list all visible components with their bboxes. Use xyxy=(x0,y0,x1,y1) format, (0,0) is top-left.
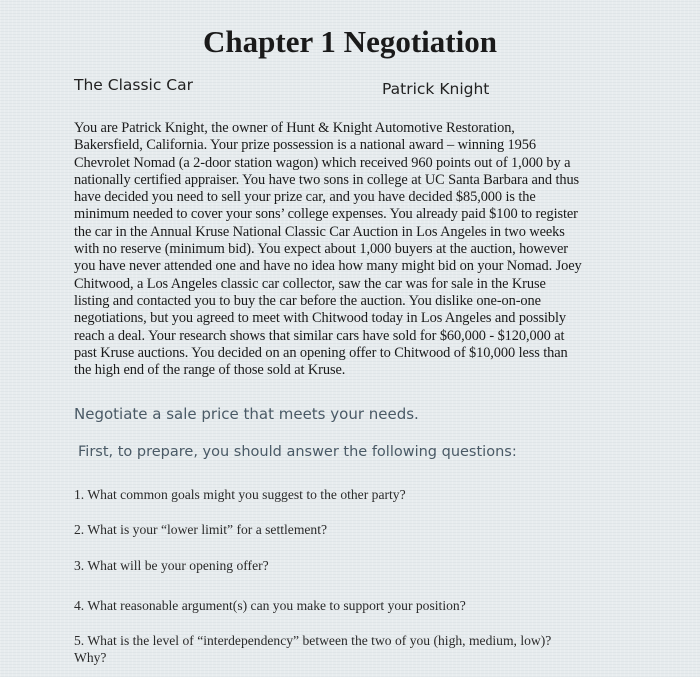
page-title: Chapter 1 Negotiation xyxy=(203,24,497,59)
role-name: Patrick Knight xyxy=(382,80,490,98)
body-line: listing and contacted you to buy the car before the auction. You dislike one-on-one xyxy=(74,292,541,309)
question-4: 4. What reasonable argument(s) can you make to support your position? xyxy=(74,598,466,613)
body-line: you have never attended one and have no idea how many might bid on your Nomad. Joey xyxy=(74,258,582,275)
body-line: reach a deal. Your research shows that similar cars have sold for $60,000 - $120,000 at xyxy=(74,327,565,344)
body-line: Chitwood, a Los Angeles classic car collector, saw the car was for sale in the Kruse xyxy=(74,275,546,292)
body-line: Bakersfield, California. Your prize possession is a national award – winning 1956 xyxy=(74,137,536,154)
body-line: Chevrolet Nomad (a 2-door station wagon) which received 960 points out of 1,000 by a xyxy=(74,154,571,171)
question-3: 3. What will be your opening offer? xyxy=(74,558,269,573)
task-statement: Negotiate a sale price that meets your needs. xyxy=(74,405,419,423)
prep-instruction: First, to prepare, you should answer the following questions: xyxy=(78,444,517,460)
question-5-continued: Why? xyxy=(74,650,107,665)
body-line: past Kruse auctions. You decided on an opening offer to Chitwood of $10,000 less than xyxy=(74,344,568,361)
body-line: have decided you need to sell your prize car, and you have decided $85,000 is the xyxy=(74,189,536,206)
body-line: the car in the Annual Kruse National Classic Car Auction in Los Angeles in two weeks xyxy=(74,223,565,240)
body-line: nationally certified appraiser. You have two sons in college at UC Santa Barbara and thus xyxy=(74,171,580,188)
body-line: minimum needed to cover your sons’ college expenses. You already paid $100 to register xyxy=(74,206,578,223)
body-line: the high end of the range of those sold at Kruse. xyxy=(74,362,346,379)
case-name: The Classic Car xyxy=(74,76,193,94)
question-1: 1. What common goals might you suggest to the other party? xyxy=(74,487,406,502)
case-description xyxy=(74,120,660,379)
question-5: 5. What is the level of “interdependency” between the two of you (high, medium, low)? xyxy=(74,633,552,648)
body-line: with no reserve (minimum bid). You expect about 1,000 buyers at the auction, however xyxy=(74,241,568,258)
body-line: negotiations, but you agreed to meet with Chitwood today in Los Angeles and possibly xyxy=(74,310,567,327)
body-line: You are Patrick Knight, the owner of Hunt & Knight Automotive Restoration, xyxy=(74,120,515,136)
question-2: 2. What is your “lower limit” for a settlement? xyxy=(74,522,328,537)
